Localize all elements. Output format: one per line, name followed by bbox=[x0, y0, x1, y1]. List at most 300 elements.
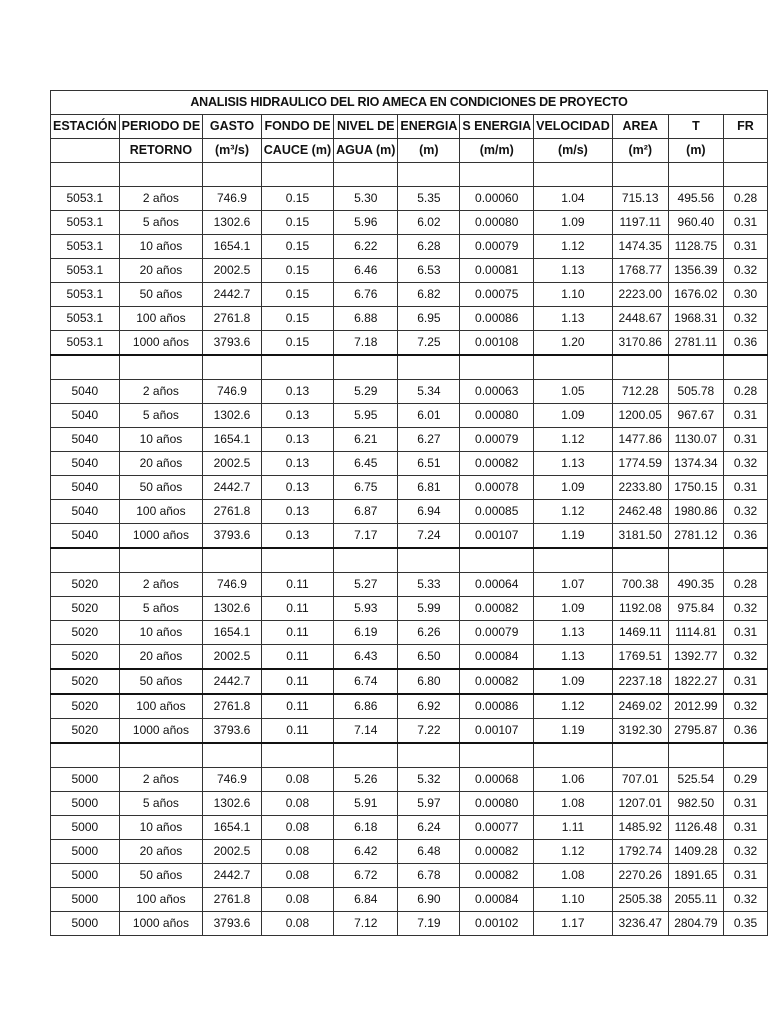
cell-s-energia: 0.00084 bbox=[460, 888, 534, 912]
spacer-cell bbox=[203, 163, 262, 187]
cell-fr: 0.36 bbox=[724, 524, 768, 549]
cell-gasto: 2002.5 bbox=[203, 259, 262, 283]
header-nivel-agua: AGUA (m) bbox=[334, 139, 398, 163]
spacer-cell bbox=[334, 743, 398, 768]
spacer-cell bbox=[668, 355, 723, 380]
cell-nivel-agua: 6.45 bbox=[334, 452, 398, 476]
cell-periodo: 1000 años bbox=[119, 331, 203, 356]
cell-fondo-cauce: 0.13 bbox=[261, 380, 333, 404]
cell-estacion: 5000 bbox=[51, 792, 120, 816]
cell-fondo-cauce: 0.11 bbox=[261, 694, 333, 719]
table-row bbox=[51, 187, 768, 211]
cell-fondo-cauce: 0.15 bbox=[261, 331, 333, 356]
cell-fondo-cauce: 0.11 bbox=[261, 621, 333, 645]
cell-s-energia: 0.00082 bbox=[460, 840, 534, 864]
cell-energia: 6.01 bbox=[398, 404, 460, 428]
cell-gasto: 1302.6 bbox=[203, 404, 262, 428]
cell-velocidad: 1.07 bbox=[534, 573, 613, 597]
cell-energia: 6.92 bbox=[398, 694, 460, 719]
table-row bbox=[51, 235, 768, 259]
cell-velocidad: 1.11 bbox=[534, 816, 613, 840]
cell-nivel-agua: 7.18 bbox=[334, 331, 398, 356]
cell-t: 1126.48 bbox=[668, 816, 723, 840]
cell-fr: 0.36 bbox=[724, 331, 768, 356]
spacer-cell bbox=[534, 743, 613, 768]
cell-nivel-agua: 6.88 bbox=[334, 307, 398, 331]
header-periodo: RETORNO bbox=[119, 139, 203, 163]
spacer-cell bbox=[724, 355, 768, 380]
cell-velocidad: 1.04 bbox=[534, 187, 613, 211]
cell-area: 1769.51 bbox=[612, 645, 668, 670]
spacer-row bbox=[51, 163, 768, 187]
cell-gasto: 746.9 bbox=[203, 380, 262, 404]
cell-t: 2012.99 bbox=[668, 694, 723, 719]
cell-estacion: 5040 bbox=[51, 404, 120, 428]
spacer-cell bbox=[119, 355, 203, 380]
spacer-cell bbox=[51, 548, 120, 573]
cell-fondo-cauce: 0.15 bbox=[261, 259, 333, 283]
cell-periodo: 10 años bbox=[119, 621, 203, 645]
cell-t: 2804.79 bbox=[668, 912, 723, 936]
cell-s-energia: 0.00081 bbox=[460, 259, 534, 283]
cell-fondo-cauce: 0.13 bbox=[261, 428, 333, 452]
cell-t: 490.35 bbox=[668, 573, 723, 597]
cell-area: 1200.05 bbox=[612, 404, 668, 428]
cell-t: 1822.27 bbox=[668, 669, 723, 694]
cell-nivel-agua: 6.19 bbox=[334, 621, 398, 645]
cell-gasto: 2442.7 bbox=[203, 283, 262, 307]
cell-velocidad: 1.13 bbox=[534, 645, 613, 670]
cell-periodo: 20 años bbox=[119, 452, 203, 476]
header-fr bbox=[724, 139, 768, 163]
cell-velocidad: 1.12 bbox=[534, 235, 613, 259]
cell-velocidad: 1.12 bbox=[534, 500, 613, 524]
cell-gasto: 1302.6 bbox=[203, 792, 262, 816]
cell-t: 1130.07 bbox=[668, 428, 723, 452]
cell-nivel-agua: 7.12 bbox=[334, 912, 398, 936]
cell-periodo: 2 años bbox=[119, 380, 203, 404]
cell-velocidad: 1.13 bbox=[534, 307, 613, 331]
header-fr: FR bbox=[724, 115, 768, 139]
cell-area: 2223.00 bbox=[612, 283, 668, 307]
table-row bbox=[51, 597, 768, 621]
cell-s-energia: 0.00107 bbox=[460, 524, 534, 549]
cell-velocidad: 1.06 bbox=[534, 768, 613, 792]
cell-periodo: 10 años bbox=[119, 235, 203, 259]
cell-area: 2270.26 bbox=[612, 864, 668, 888]
cell-fr: 0.31 bbox=[724, 621, 768, 645]
spacer-cell bbox=[724, 548, 768, 573]
cell-velocidad: 1.20 bbox=[534, 331, 613, 356]
cell-estacion: 5040 bbox=[51, 428, 120, 452]
cell-estacion: 5000 bbox=[51, 768, 120, 792]
cell-energia: 5.32 bbox=[398, 768, 460, 792]
cell-s-energia: 0.00082 bbox=[460, 864, 534, 888]
cell-fondo-cauce: 0.11 bbox=[261, 573, 333, 597]
cell-periodo: 5 años bbox=[119, 404, 203, 428]
cell-t: 1750.15 bbox=[668, 476, 723, 500]
cell-energia: 6.50 bbox=[398, 645, 460, 670]
cell-fr: 0.31 bbox=[724, 211, 768, 235]
cell-s-energia: 0.00063 bbox=[460, 380, 534, 404]
table-row bbox=[51, 452, 768, 476]
cell-gasto: 746.9 bbox=[203, 768, 262, 792]
cell-area: 1477.86 bbox=[612, 428, 668, 452]
cell-nivel-agua: 5.95 bbox=[334, 404, 398, 428]
spacer-cell bbox=[51, 163, 120, 187]
header-fondo-cauce: FONDO DE bbox=[261, 115, 333, 139]
cell-estacion: 5040 bbox=[51, 380, 120, 404]
cell-fondo-cauce: 0.15 bbox=[261, 187, 333, 211]
cell-energia: 5.97 bbox=[398, 792, 460, 816]
table-row bbox=[51, 768, 768, 792]
table-row bbox=[51, 888, 768, 912]
cell-fondo-cauce: 0.13 bbox=[261, 476, 333, 500]
cell-periodo: 5 años bbox=[119, 211, 203, 235]
table-title: ANALISIS HIDRAULICO DEL RIO AMECA EN CONDICIONES DE PROYECTO bbox=[51, 91, 768, 115]
cell-energia: 6.51 bbox=[398, 452, 460, 476]
cell-fr: 0.32 bbox=[724, 694, 768, 719]
cell-s-energia: 0.00077 bbox=[460, 816, 534, 840]
cell-velocidad: 1.19 bbox=[534, 524, 613, 549]
cell-estacion: 5053.1 bbox=[51, 259, 120, 283]
cell-nivel-agua: 6.87 bbox=[334, 500, 398, 524]
table-row bbox=[51, 524, 768, 549]
cell-velocidad: 1.13 bbox=[534, 452, 613, 476]
cell-energia: 6.24 bbox=[398, 816, 460, 840]
cell-velocidad: 1.08 bbox=[534, 864, 613, 888]
cell-energia: 6.27 bbox=[398, 428, 460, 452]
cell-nivel-agua: 6.46 bbox=[334, 259, 398, 283]
cell-energia: 5.34 bbox=[398, 380, 460, 404]
cell-nivel-agua: 5.29 bbox=[334, 380, 398, 404]
cell-nivel-agua: 5.26 bbox=[334, 768, 398, 792]
spacer-cell bbox=[398, 743, 460, 768]
header-row-2 bbox=[51, 139, 768, 163]
spacer-cell bbox=[724, 163, 768, 187]
header-estacion bbox=[51, 139, 120, 163]
cell-gasto: 2761.8 bbox=[203, 307, 262, 331]
cell-periodo: 1000 años bbox=[119, 912, 203, 936]
cell-energia: 7.24 bbox=[398, 524, 460, 549]
cell-s-energia: 0.00082 bbox=[460, 452, 534, 476]
cell-fr: 0.32 bbox=[724, 500, 768, 524]
cell-s-energia: 0.00079 bbox=[460, 235, 534, 259]
cell-energia: 6.94 bbox=[398, 500, 460, 524]
table-row bbox=[51, 816, 768, 840]
cell-area: 2469.02 bbox=[612, 694, 668, 719]
cell-fr: 0.31 bbox=[724, 235, 768, 259]
cell-nivel-agua: 6.21 bbox=[334, 428, 398, 452]
cell-area: 1197.11 bbox=[612, 211, 668, 235]
cell-fondo-cauce: 0.08 bbox=[261, 864, 333, 888]
cell-t: 967.67 bbox=[668, 404, 723, 428]
cell-estacion: 5020 bbox=[51, 645, 120, 670]
cell-s-energia: 0.00080 bbox=[460, 211, 534, 235]
cell-t: 2781.11 bbox=[668, 331, 723, 356]
cell-periodo: 10 años bbox=[119, 816, 203, 840]
cell-fondo-cauce: 0.15 bbox=[261, 235, 333, 259]
header-periodo: PERIODO DE bbox=[119, 115, 203, 139]
spacer-cell bbox=[398, 163, 460, 187]
cell-area: 3181.50 bbox=[612, 524, 668, 549]
cell-s-energia: 0.00079 bbox=[460, 428, 534, 452]
table-body bbox=[51, 163, 768, 936]
cell-nivel-agua: 5.91 bbox=[334, 792, 398, 816]
cell-energia: 7.19 bbox=[398, 912, 460, 936]
cell-estacion: 5040 bbox=[51, 500, 120, 524]
header-velocidad: (m/s) bbox=[534, 139, 613, 163]
cell-t: 2055.11 bbox=[668, 888, 723, 912]
cell-fondo-cauce: 0.15 bbox=[261, 283, 333, 307]
spacer-cell bbox=[460, 163, 534, 187]
cell-estacion: 5020 bbox=[51, 573, 120, 597]
cell-gasto: 2002.5 bbox=[203, 645, 262, 670]
cell-estacion: 5040 bbox=[51, 452, 120, 476]
spacer-cell bbox=[261, 355, 333, 380]
cell-energia: 6.53 bbox=[398, 259, 460, 283]
cell-gasto: 2442.7 bbox=[203, 476, 262, 500]
cell-t: 505.78 bbox=[668, 380, 723, 404]
cell-periodo: 100 años bbox=[119, 888, 203, 912]
cell-area: 707.01 bbox=[612, 768, 668, 792]
cell-fondo-cauce: 0.08 bbox=[261, 816, 333, 840]
cell-fondo-cauce: 0.11 bbox=[261, 645, 333, 670]
cell-gasto: 3793.6 bbox=[203, 524, 262, 549]
cell-estacion: 5053.1 bbox=[51, 307, 120, 331]
cell-t: 1980.86 bbox=[668, 500, 723, 524]
cell-estacion: 5000 bbox=[51, 888, 120, 912]
cell-fondo-cauce: 0.08 bbox=[261, 792, 333, 816]
cell-fr: 0.32 bbox=[724, 888, 768, 912]
cell-periodo: 100 años bbox=[119, 500, 203, 524]
cell-velocidad: 1.17 bbox=[534, 912, 613, 936]
cell-area: 1207.01 bbox=[612, 792, 668, 816]
cell-fr: 0.31 bbox=[724, 864, 768, 888]
cell-fondo-cauce: 0.11 bbox=[261, 597, 333, 621]
cell-fr: 0.32 bbox=[724, 597, 768, 621]
cell-periodo: 20 años bbox=[119, 840, 203, 864]
cell-area: 2505.38 bbox=[612, 888, 668, 912]
header-estacion: ESTACIÓN bbox=[51, 115, 120, 139]
cell-fondo-cauce: 0.15 bbox=[261, 307, 333, 331]
cell-nivel-agua: 5.93 bbox=[334, 597, 398, 621]
cell-s-energia: 0.00079 bbox=[460, 621, 534, 645]
cell-fondo-cauce: 0.13 bbox=[261, 452, 333, 476]
cell-fondo-cauce: 0.08 bbox=[261, 840, 333, 864]
cell-velocidad: 1.13 bbox=[534, 259, 613, 283]
cell-fondo-cauce: 0.11 bbox=[261, 669, 333, 694]
cell-gasto: 2761.8 bbox=[203, 888, 262, 912]
cell-s-energia: 0.00086 bbox=[460, 307, 534, 331]
cell-velocidad: 1.05 bbox=[534, 380, 613, 404]
cell-velocidad: 1.10 bbox=[534, 888, 613, 912]
cell-energia: 5.99 bbox=[398, 597, 460, 621]
table-row bbox=[51, 840, 768, 864]
cell-fr: 0.32 bbox=[724, 452, 768, 476]
cell-fondo-cauce: 0.11 bbox=[261, 719, 333, 744]
cell-gasto: 1654.1 bbox=[203, 428, 262, 452]
cell-energia: 5.33 bbox=[398, 573, 460, 597]
cell-s-energia: 0.00080 bbox=[460, 404, 534, 428]
cell-s-energia: 0.00108 bbox=[460, 331, 534, 356]
cell-periodo: 100 años bbox=[119, 694, 203, 719]
cell-periodo: 2 años bbox=[119, 187, 203, 211]
cell-velocidad: 1.13 bbox=[534, 621, 613, 645]
cell-gasto: 2761.8 bbox=[203, 694, 262, 719]
spacer-cell bbox=[534, 163, 613, 187]
cell-fondo-cauce: 0.08 bbox=[261, 912, 333, 936]
table-row bbox=[51, 331, 768, 356]
cell-periodo: 50 años bbox=[119, 283, 203, 307]
cell-area: 2233.80 bbox=[612, 476, 668, 500]
spacer-cell bbox=[612, 355, 668, 380]
cell-energia: 6.90 bbox=[398, 888, 460, 912]
cell-gasto: 1302.6 bbox=[203, 211, 262, 235]
table-row bbox=[51, 719, 768, 744]
cell-periodo: 2 años bbox=[119, 573, 203, 597]
header-nivel-agua: NIVEL DE bbox=[334, 115, 398, 139]
cell-velocidad: 1.09 bbox=[534, 476, 613, 500]
spacer-cell bbox=[334, 163, 398, 187]
cell-t: 960.40 bbox=[668, 211, 723, 235]
spacer-cell bbox=[334, 548, 398, 573]
cell-nivel-agua: 6.18 bbox=[334, 816, 398, 840]
spacer-row bbox=[51, 548, 768, 573]
spacer-cell bbox=[119, 548, 203, 573]
cell-estacion: 5020 bbox=[51, 597, 120, 621]
cell-nivel-agua: 6.76 bbox=[334, 283, 398, 307]
cell-area: 1485.92 bbox=[612, 816, 668, 840]
spacer-cell bbox=[612, 163, 668, 187]
spacer-cell bbox=[261, 743, 333, 768]
cell-fr: 0.31 bbox=[724, 669, 768, 694]
cell-t: 2781.12 bbox=[668, 524, 723, 549]
cell-fondo-cauce: 0.08 bbox=[261, 768, 333, 792]
header-energia: ENERGIA bbox=[398, 115, 460, 139]
cell-gasto: 1302.6 bbox=[203, 597, 262, 621]
spacer-cell bbox=[119, 743, 203, 768]
cell-nivel-agua: 6.72 bbox=[334, 864, 398, 888]
cell-t: 1114.81 bbox=[668, 621, 723, 645]
cell-t: 525.54 bbox=[668, 768, 723, 792]
cell-nivel-agua: 6.43 bbox=[334, 645, 398, 670]
spacer-cell bbox=[203, 743, 262, 768]
spacer-cell bbox=[612, 743, 668, 768]
cell-gasto: 3793.6 bbox=[203, 912, 262, 936]
cell-nivel-agua: 6.84 bbox=[334, 888, 398, 912]
cell-velocidad: 1.12 bbox=[534, 694, 613, 719]
table-row bbox=[51, 792, 768, 816]
spacer-cell bbox=[724, 743, 768, 768]
cell-s-energia: 0.00082 bbox=[460, 597, 534, 621]
cell-nivel-agua: 5.27 bbox=[334, 573, 398, 597]
cell-fr: 0.28 bbox=[724, 187, 768, 211]
title-row bbox=[51, 91, 768, 115]
cell-energia: 6.81 bbox=[398, 476, 460, 500]
cell-fr: 0.32 bbox=[724, 259, 768, 283]
cell-velocidad: 1.09 bbox=[534, 211, 613, 235]
cell-gasto: 1654.1 bbox=[203, 816, 262, 840]
header-gasto: (m³/s) bbox=[203, 139, 262, 163]
header-t: (m) bbox=[668, 139, 723, 163]
cell-velocidad: 1.12 bbox=[534, 840, 613, 864]
cell-estacion: 5000 bbox=[51, 912, 120, 936]
cell-t: 495.56 bbox=[668, 187, 723, 211]
cell-fondo-cauce: 0.13 bbox=[261, 404, 333, 428]
cell-estacion: 5040 bbox=[51, 524, 120, 549]
header-velocidad: VELOCIDAD bbox=[534, 115, 613, 139]
cell-energia: 6.82 bbox=[398, 283, 460, 307]
table-row bbox=[51, 500, 768, 524]
header-energia: (m) bbox=[398, 139, 460, 163]
spacer-cell bbox=[203, 548, 262, 573]
spacer-cell bbox=[261, 548, 333, 573]
cell-velocidad: 1.12 bbox=[534, 428, 613, 452]
cell-area: 1768.77 bbox=[612, 259, 668, 283]
spacer-cell bbox=[334, 355, 398, 380]
cell-nivel-agua: 6.22 bbox=[334, 235, 398, 259]
cell-fondo-cauce: 0.13 bbox=[261, 524, 333, 549]
cell-energia: 6.28 bbox=[398, 235, 460, 259]
cell-s-energia: 0.00078 bbox=[460, 476, 534, 500]
cell-periodo: 1000 años bbox=[119, 524, 203, 549]
cell-fr: 0.32 bbox=[724, 307, 768, 331]
cell-estacion: 5000 bbox=[51, 840, 120, 864]
cell-nivel-agua: 7.17 bbox=[334, 524, 398, 549]
table-row bbox=[51, 307, 768, 331]
cell-t: 1356.39 bbox=[668, 259, 723, 283]
header-row-1 bbox=[51, 115, 768, 139]
table-row bbox=[51, 476, 768, 500]
spacer-cell bbox=[398, 548, 460, 573]
cell-fr: 0.28 bbox=[724, 573, 768, 597]
cell-energia: 6.48 bbox=[398, 840, 460, 864]
cell-t: 975.84 bbox=[668, 597, 723, 621]
cell-estacion: 5020 bbox=[51, 719, 120, 744]
cell-estacion: 5020 bbox=[51, 621, 120, 645]
cell-t: 1392.77 bbox=[668, 645, 723, 670]
spacer-cell bbox=[460, 355, 534, 380]
cell-area: 3236.47 bbox=[612, 912, 668, 936]
cell-fr: 0.31 bbox=[724, 816, 768, 840]
cell-gasto: 1654.1 bbox=[203, 621, 262, 645]
cell-gasto: 2002.5 bbox=[203, 452, 262, 476]
cell-gasto: 2442.7 bbox=[203, 864, 262, 888]
cell-velocidad: 1.09 bbox=[534, 669, 613, 694]
cell-area: 700.38 bbox=[612, 573, 668, 597]
cell-fondo-cauce: 0.08 bbox=[261, 888, 333, 912]
cell-t: 2795.87 bbox=[668, 719, 723, 744]
cell-periodo: 5 años bbox=[119, 792, 203, 816]
spacer-cell bbox=[668, 548, 723, 573]
cell-gasto: 2442.7 bbox=[203, 669, 262, 694]
cell-periodo: 20 años bbox=[119, 259, 203, 283]
cell-fr: 0.31 bbox=[724, 792, 768, 816]
cell-estacion: 5000 bbox=[51, 864, 120, 888]
cell-area: 1192.08 bbox=[612, 597, 668, 621]
spacer-cell bbox=[534, 548, 613, 573]
cell-fr: 0.30 bbox=[724, 283, 768, 307]
cell-gasto: 2002.5 bbox=[203, 840, 262, 864]
cell-nivel-agua: 6.75 bbox=[334, 476, 398, 500]
cell-area: 2448.67 bbox=[612, 307, 668, 331]
cell-velocidad: 1.08 bbox=[534, 792, 613, 816]
cell-periodo: 50 años bbox=[119, 669, 203, 694]
cell-s-energia: 0.00084 bbox=[460, 645, 534, 670]
cell-fr: 0.31 bbox=[724, 428, 768, 452]
header-t: T bbox=[668, 115, 723, 139]
